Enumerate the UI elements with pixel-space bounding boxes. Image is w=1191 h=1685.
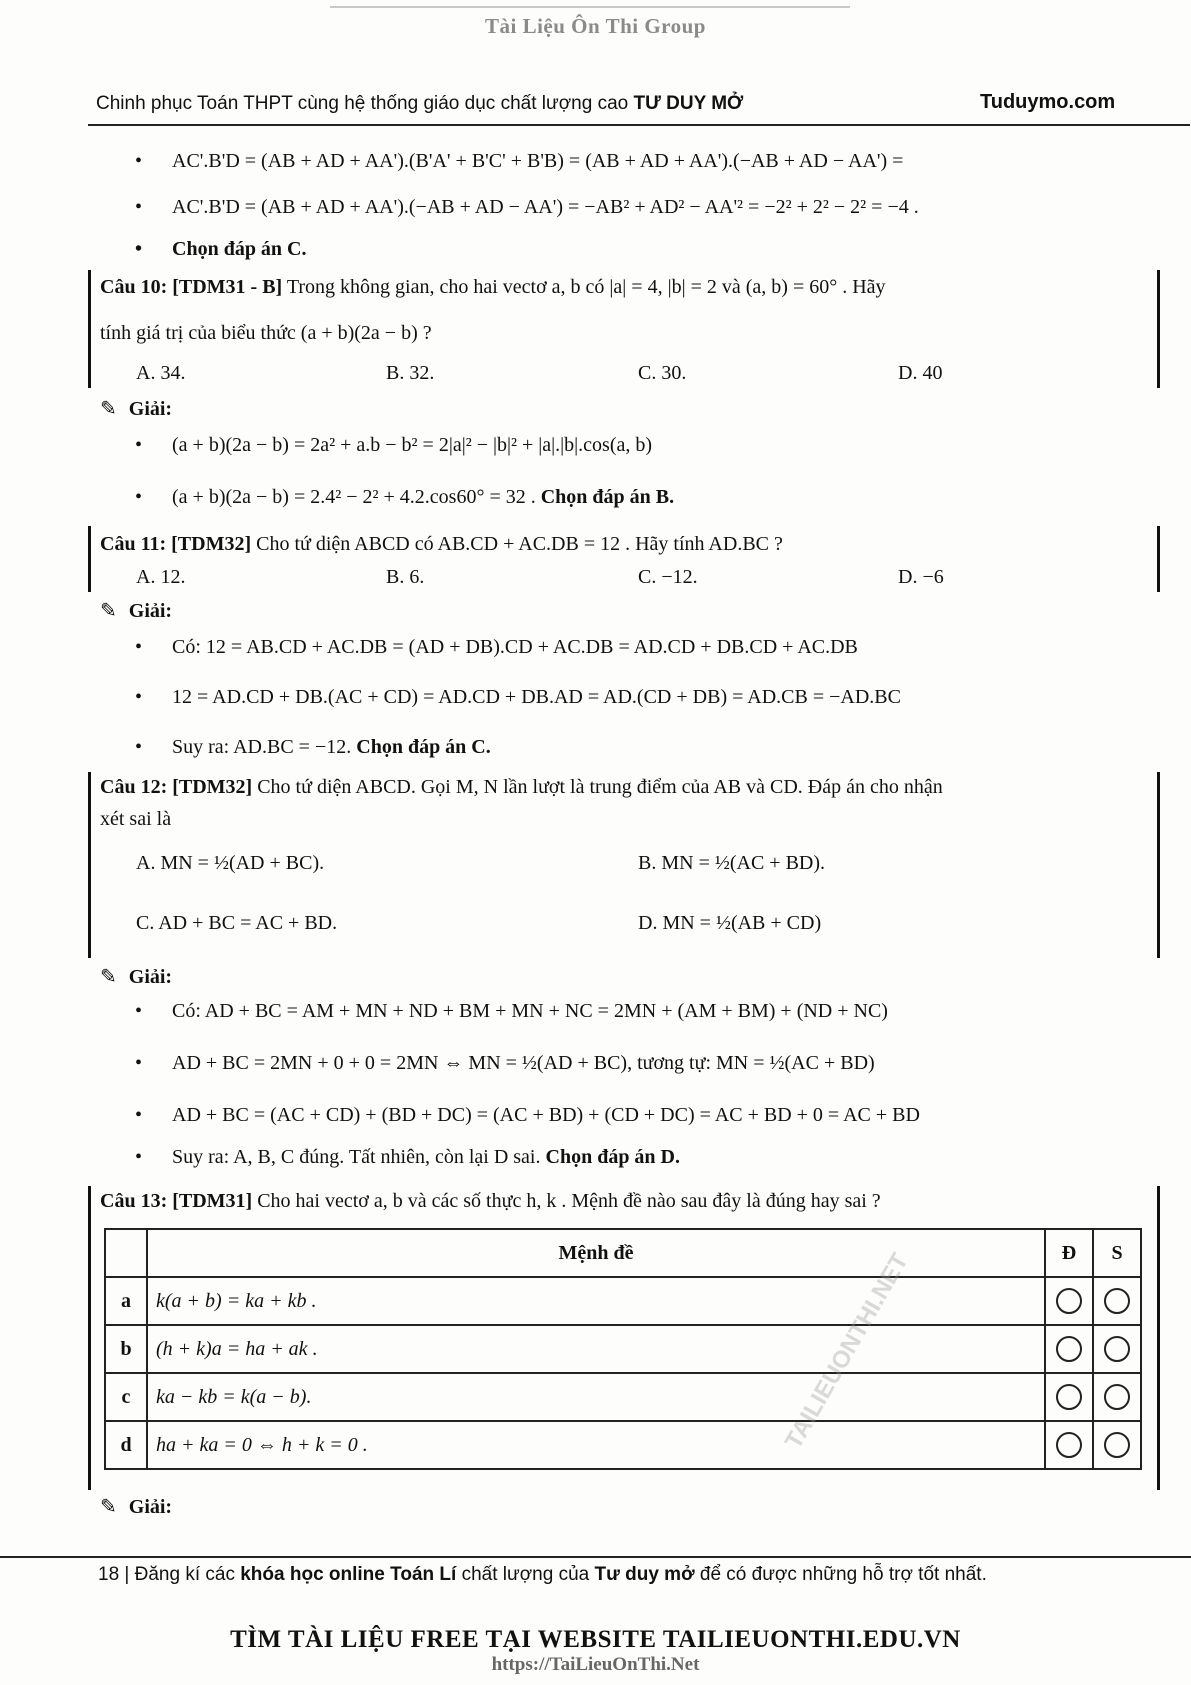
- q12-option-a: A. MN = ½(AD + BC).: [136, 852, 325, 874]
- q10-text-2: tính giá trị của biểu thức (a + b)(2a − b) ?: [100, 322, 432, 344]
- bottom-url[interactable]: https://TaiLieuOnThi.Net: [491, 1654, 700, 1675]
- true-option-b[interactable]: [1045, 1325, 1093, 1373]
- table-header-row: [105, 1229, 1141, 1277]
- q11-solution-heading: [100, 598, 172, 623]
- row-key: c: [105, 1373, 147, 1421]
- q10-solution-heading: [100, 396, 172, 421]
- row-key: d: [105, 1421, 147, 1469]
- false-option-c[interactable]: [1093, 1373, 1141, 1421]
- q10-solution-1: • (a + b)(2a − b) = 2a² + a.b − b² = 2|a|² − |b|² + |a|.|b|.cos(a, b): [172, 434, 652, 457]
- radio-circle-icon[interactable]: [1056, 1384, 1082, 1410]
- false-option-a[interactable]: [1093, 1277, 1141, 1325]
- footer-brand: Tư duy mở: [594, 1564, 695, 1585]
- q11-solution-1: • Có: 12 = AB.CD + AC.DB = (AD + DB).CD + AC.DB = AD.CD + DB.CD + AC.DB: [172, 636, 858, 659]
- q10-option-d: D. 40: [898, 362, 943, 384]
- q10-option-b: B. 32.: [386, 362, 435, 384]
- q12-giai-label: Giải:: [128, 966, 173, 988]
- table-row: [105, 1325, 1141, 1373]
- pen-icon: ✎: [100, 1496, 117, 1518]
- footer-text: [98, 1564, 987, 1586]
- q11-left-border: [88, 526, 91, 592]
- row-statement: (h + k)a = ha + ak .: [147, 1325, 1045, 1373]
- q13-line-1: [100, 1190, 881, 1213]
- radio-circle-icon[interactable]: [1056, 1288, 1082, 1314]
- row-key: b: [105, 1325, 147, 1373]
- table-header-statement: Mệnh đề: [147, 1229, 1045, 1277]
- q12-option-c: C. AD + BC = AC + BD.: [136, 912, 338, 934]
- footer-course: khóa học online Toán Lí: [240, 1564, 457, 1585]
- header-text: Chinh phục Toán THPT cùng hệ thống giáo dục chất lượng cao: [96, 93, 629, 114]
- radio-circle-icon[interactable]: [1104, 1288, 1130, 1314]
- true-option-a[interactable]: [1045, 1277, 1093, 1325]
- radio-circle-icon[interactable]: [1104, 1432, 1130, 1458]
- q10-option-a: A. 34.: [136, 362, 186, 384]
- q11-giai-label: Giải:: [128, 600, 173, 622]
- pen-icon: ✎: [100, 966, 117, 988]
- q11-solution-3-text: Suy ra: AD.BC = −12.: [172, 736, 352, 758]
- header-site[interactable]: Tuduymo.com: [980, 91, 1116, 113]
- q13-left-border: [88, 1186, 91, 1490]
- q12-line-1: [100, 776, 943, 799]
- q12-solution-1: • Có: AD + BC = AM + MN + ND + BM + MN + NC = 2MN + (AM + BM) + (ND + NC): [172, 1000, 888, 1023]
- false-option-d[interactable]: [1093, 1421, 1141, 1469]
- prev-solution-line-2: • AC'.B'D = (AB + AD + AA').(−AB + AD − AA') = −AB² + AD² − AA'² = −2² + 2² − 2² = −4 .: [172, 196, 919, 219]
- prev-answer: • Chọn đáp án C.: [172, 238, 307, 261]
- q12-text-1: Cho tứ diện ABCD. Gọi M, N lần lượt là trung điểm của AB và CD. Đáp án cho nhận: [257, 776, 943, 798]
- q12-solution-3: • AD + BC = (AC + CD) + (BD + DC) = (AC + BD) + (CD + DC) = AC + BD + 0 = AC + BD: [172, 1104, 920, 1127]
- table-header-false: S: [1093, 1229, 1141, 1277]
- q12-solution-2: • AD + BC = 2MN + 0 + 0 = 2MN ⇔ MN = ½(AD + BC), tương tự: MN = ½(AC + BD): [172, 1052, 875, 1075]
- pen-icon: ✎: [100, 398, 117, 420]
- table-header-key: [105, 1229, 147, 1277]
- q12-solution-4: [172, 1146, 680, 1169]
- row-statement: ha + ka = 0 ⇔ h + k = 0 .: [147, 1421, 1045, 1469]
- q13-giai-label: Giải:: [128, 1496, 173, 1518]
- q13-text: Cho hai vectơ a, b và các số thực h, k . Mệnh đề nào sau đây là đúng hay sai ?: [257, 1190, 881, 1212]
- q11-right-border: [1157, 526, 1160, 592]
- q11-solution-2: • 12 = AD.CD + DB.(AC + CD) = AD.CD + DB.AD = AD.(CD + DB) = AD.CB = −AD.BC: [172, 686, 901, 709]
- q10-text-1: Trong không gian, cho hai vectơ a, b có |a| = 4, |b| = 2 và (a, b) = 60° . Hãy: [286, 276, 886, 298]
- q12-head: Câu 12: [TDM32]: [100, 776, 253, 798]
- q10-left-border: [88, 270, 91, 388]
- radio-circle-icon[interactable]: [1104, 1384, 1130, 1410]
- q10-right-border: [1157, 270, 1160, 388]
- q11-solution-3: [172, 736, 491, 759]
- q10-head: Câu 10: [TDM31 - B]: [100, 276, 283, 298]
- q11-answer: Chọn đáp án C.: [356, 736, 491, 758]
- q13-right-border: [1157, 1186, 1160, 1490]
- q11-option-b: B. 6.: [386, 566, 425, 588]
- q11-option-a: A. 12.: [136, 566, 186, 588]
- table-row: [105, 1277, 1141, 1325]
- true-option-d[interactable]: [1045, 1421, 1093, 1469]
- q11-line-1: [100, 533, 783, 556]
- q10-line-1: [100, 276, 886, 299]
- row-statement: ka − kb = k(a − b).: [147, 1373, 1045, 1421]
- q11-option-d: D. −6: [898, 566, 944, 588]
- radio-circle-icon[interactable]: [1056, 1336, 1082, 1362]
- q10-option-c: C. 30.: [638, 362, 687, 384]
- radio-circle-icon[interactable]: [1104, 1336, 1130, 1362]
- q12-option-b: B. MN = ½(AC + BD).: [638, 852, 826, 874]
- bottom-banner[interactable]: TÌM TÀI LIỆU FREE TẠI WEBSITE TAILIEUONTHI.EDU.VN: [230, 1626, 961, 1653]
- q12-answer: Chọn đáp án D.: [545, 1146, 681, 1168]
- q12-right-border: [1157, 772, 1160, 958]
- table-row: [105, 1373, 1141, 1421]
- false-option-b[interactable]: [1093, 1325, 1141, 1373]
- q11-head: Câu 11: [TDM32]: [100, 533, 252, 555]
- row-statement: k(a + b) = ka + kb .: [147, 1277, 1045, 1325]
- top-brand: Tài Liệu Ôn Thi Group: [485, 14, 706, 38]
- table-header-true: Đ: [1045, 1229, 1093, 1277]
- q11-text: Cho tứ diện ABCD có AB.CD + AC.DB = 12 . Hãy tính AD.BC ?: [256, 533, 783, 555]
- q10-answer: Chọn đáp án B.: [540, 486, 675, 508]
- q13-solution-heading: [100, 1494, 172, 1519]
- pen-icon: ✎: [100, 600, 117, 622]
- radio-circle-icon[interactable]: [1056, 1432, 1082, 1458]
- true-option-c[interactable]: [1045, 1373, 1093, 1421]
- q10-solution-2: [172, 486, 674, 509]
- footer-suffix: để có được những hỗ trợ tốt nhất.: [699, 1564, 987, 1585]
- q12-left-border: [88, 772, 91, 958]
- q13-head: Câu 13: [TDM31]: [100, 1190, 253, 1212]
- header-brand: TƯ DUY MỞ: [633, 93, 744, 114]
- q12-text-2: xét sai là: [100, 808, 172, 830]
- prev-solution-line-1: • AC'.B'D = (AB + AD + AA').(B'A' + B'C' + B'B) = (AB + AD + AA').(−AB + AD − AA') =: [172, 150, 903, 173]
- header-divider: [88, 124, 1190, 126]
- table-row: [105, 1421, 1141, 1469]
- q10-solution-2-text: (a + b)(2a − b) = 2.4² − 2² + 4.2.cos60° = 32 .: [172, 486, 536, 508]
- q12-solution-heading: [100, 964, 172, 989]
- footer-divider: [0, 1556, 1191, 1558]
- q10-giai-label: Giải:: [128, 398, 173, 420]
- footer-middle: chất lượng của: [461, 1564, 590, 1585]
- q12-option-d: D. MN = ½(AB + CD): [638, 912, 822, 934]
- statement-table: [104, 1228, 1142, 1470]
- row-key: a: [105, 1277, 147, 1325]
- watermark: TAILIEUONTHI.NET: [780, 1248, 914, 1454]
- page-header: [96, 93, 743, 115]
- footer-prefix: 18 | Đăng kí các: [98, 1564, 235, 1585]
- q12-solution-4-text: Suy ra: A, B, C đúng. Tất nhiên, còn lại D sai.: [172, 1146, 541, 1168]
- q11-option-c: C. −12.: [638, 566, 698, 588]
- top-decoration-line: [330, 6, 850, 8]
